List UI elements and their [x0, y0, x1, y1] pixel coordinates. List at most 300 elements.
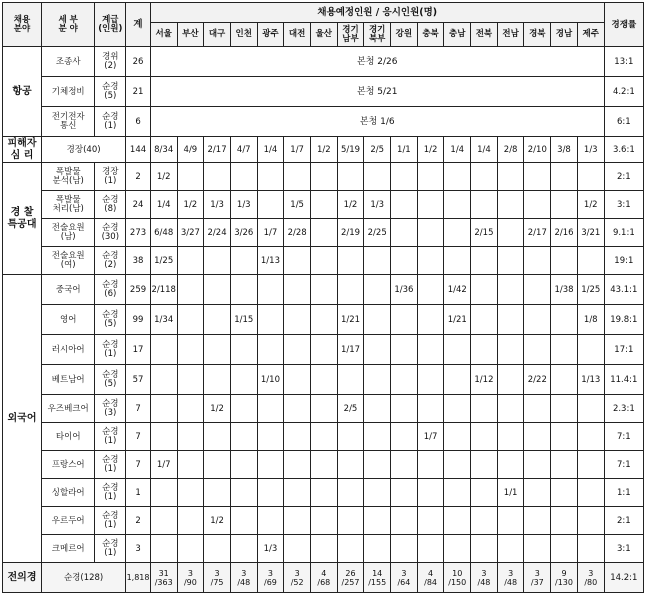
region-cell [177, 163, 204, 191]
header-rank: 계급 (인원) [95, 3, 126, 47]
region-cell [471, 335, 498, 365]
region-cell: 3 /48 [497, 563, 524, 593]
region-cell: 1/36 [391, 275, 418, 305]
region-cell [310, 535, 337, 563]
region-cell: 4/7 [230, 137, 257, 163]
region-cell [524, 423, 551, 451]
region-cell [150, 507, 177, 535]
region-cell: 1/4 [444, 137, 471, 163]
region-cell [524, 305, 551, 335]
region-cell [284, 479, 311, 507]
region-cell [497, 395, 524, 423]
region-cell: 3 /37 [524, 563, 551, 593]
total-cell: 1 [126, 479, 151, 507]
rank-cell: 순경 (1) [95, 335, 126, 365]
total-cell: 99 [126, 305, 151, 335]
total-cell: 57 [126, 365, 151, 395]
region-cell [497, 275, 524, 305]
ratio-cell: 3.6:1 [604, 137, 643, 163]
subfield-cell: 순경(128) [42, 563, 126, 593]
region-cell [337, 365, 364, 395]
subfield-cell: 조종사 [42, 47, 95, 77]
region-cell: 31 /363 [150, 563, 177, 593]
region-cell [551, 247, 578, 275]
region-cell [177, 479, 204, 507]
region-cell: 3 /75 [204, 563, 231, 593]
region-cell [471, 191, 498, 219]
region-cell [150, 535, 177, 563]
region-cell [444, 535, 471, 563]
region-cell [284, 275, 311, 305]
subfield-cell: 우즈베크어 [42, 395, 95, 423]
region-cell [150, 365, 177, 395]
region-cell [257, 163, 284, 191]
region-cell: 2/8 [497, 137, 524, 163]
region-cell [391, 219, 418, 247]
header-region: 대구 [204, 23, 231, 47]
region-cell: 1/3 [257, 535, 284, 563]
region-cell [471, 163, 498, 191]
ratio-cell: 2:1 [604, 507, 643, 535]
region-cell: 2/28 [284, 219, 311, 247]
region-cell: 14 /155 [364, 563, 391, 593]
header-region: 충남 [444, 23, 471, 47]
region-cell [310, 335, 337, 365]
rank-cell: 순경 (1) [95, 507, 126, 535]
rank-cell: 순경 (8) [95, 191, 126, 219]
subfield-cell: 타이어 [42, 423, 95, 451]
region-cell [310, 305, 337, 335]
rank-cell: 순경 (5) [95, 365, 126, 395]
total-cell: 2 [126, 507, 151, 535]
region-cell [577, 507, 604, 535]
region-cell [310, 479, 337, 507]
region-cell [337, 247, 364, 275]
ratio-cell: 17:1 [604, 335, 643, 365]
subfield-cell: 우르두어 [42, 507, 95, 535]
region-cell [337, 451, 364, 479]
table-row [3, 395, 644, 423]
region-cell [551, 423, 578, 451]
region-cell: 1/42 [444, 275, 471, 305]
region-cell: 1/13 [257, 247, 284, 275]
region-cell [204, 535, 231, 563]
region-cell: 1/2 [204, 507, 231, 535]
region-cell [444, 365, 471, 395]
header-span-title: 채용예정인원 / 응시인원(명) [150, 3, 604, 23]
header-region: 강원 [391, 23, 418, 47]
region-cell [391, 191, 418, 219]
region-cell: 2/5 [337, 395, 364, 423]
ratio-cell: 19.8:1 [604, 305, 643, 335]
total-cell: 7 [126, 423, 151, 451]
region-cell [310, 219, 337, 247]
region-cell: 1/21 [444, 305, 471, 335]
region-cell: 1/3 [230, 191, 257, 219]
region-cell [417, 191, 444, 219]
region-cell [284, 365, 311, 395]
region-cell [471, 507, 498, 535]
region-cell [391, 365, 418, 395]
table-row [3, 423, 644, 451]
region-cell [577, 247, 604, 275]
region-cell: 26 /257 [337, 563, 364, 593]
region-cell: 1/7 [284, 137, 311, 163]
subfield-cell: 기체정비 [42, 77, 95, 107]
region-cell [391, 507, 418, 535]
group-aviation: 항공 [3, 47, 42, 137]
region-cell [471, 451, 498, 479]
group-special: 경 찰 특공대 [3, 163, 42, 275]
region-cell: 1/1 [391, 137, 418, 163]
header-region: 경기 남부 [337, 23, 364, 47]
region-cell: 1/17 [337, 335, 364, 365]
region-cell [444, 191, 471, 219]
region-cell [364, 423, 391, 451]
region-cell: 2/25 [364, 219, 391, 247]
region-cell [204, 479, 231, 507]
region-cell: 4 /68 [310, 563, 337, 593]
table-row [3, 219, 644, 247]
region-cell [577, 479, 604, 507]
region-cell [257, 451, 284, 479]
region-cell [417, 479, 444, 507]
region-cell [364, 305, 391, 335]
region-cell [471, 535, 498, 563]
header-region: 제주 [577, 23, 604, 47]
region-cell [577, 451, 604, 479]
region-cell [577, 163, 604, 191]
region-cell: 2/10 [524, 137, 551, 163]
header-region: 경북 [524, 23, 551, 47]
group-total: 전의경 [3, 563, 42, 593]
region-cell [417, 395, 444, 423]
region-cell [177, 507, 204, 535]
total-cell: 38 [126, 247, 151, 275]
region-cell [497, 535, 524, 563]
subfield-cell: 전술요원 (남) [42, 219, 95, 247]
region-cell [230, 507, 257, 535]
region-cell [391, 479, 418, 507]
region-cell: 1/34 [150, 305, 177, 335]
region-cell [497, 191, 524, 219]
region-cell [391, 335, 418, 365]
region-cell [444, 451, 471, 479]
table-row [3, 335, 644, 365]
total-cell: 7 [126, 451, 151, 479]
region-cell: 1/2 [310, 137, 337, 163]
subfield-cell: 전술요원 (여) [42, 247, 95, 275]
region-cell [497, 247, 524, 275]
region-cell [577, 535, 604, 563]
region-cell [230, 395, 257, 423]
total-cell: 3 [126, 535, 151, 563]
region-cell: 1/4 [257, 137, 284, 163]
region-cell: 6/48 [150, 219, 177, 247]
region-cell [577, 423, 604, 451]
region-cell [391, 423, 418, 451]
region-cell: 2/16 [551, 219, 578, 247]
region-cell [444, 479, 471, 507]
header-region: 서울 [150, 23, 177, 47]
subfield-cell: 영어 [42, 305, 95, 335]
region-cell: 1/25 [577, 275, 604, 305]
region-cell: 1/2 [337, 191, 364, 219]
region-cell [230, 423, 257, 451]
table-row [3, 137, 644, 163]
region-cell [337, 163, 364, 191]
region-cell [257, 335, 284, 365]
region-cell [471, 395, 498, 423]
total-cell: 26 [126, 47, 151, 77]
region-cell [284, 535, 311, 563]
region-cell [497, 423, 524, 451]
subfield-cell: 베트남어 [42, 365, 95, 395]
recruitment-table [2, 2, 644, 593]
region-cell: 1/4 [471, 137, 498, 163]
region-cell [310, 163, 337, 191]
region-cell [204, 305, 231, 335]
region-cell [471, 305, 498, 335]
ratio-cell: 1:1 [604, 479, 643, 507]
region-cell: 3 /48 [471, 563, 498, 593]
region-cell [337, 275, 364, 305]
total-cell: 1,818 [126, 563, 151, 593]
region-cell [310, 451, 337, 479]
ratio-cell: 7:1 [604, 423, 643, 451]
region-cell [391, 247, 418, 275]
region-cell: 8/34 [150, 137, 177, 163]
ratio-cell: 6:1 [604, 107, 643, 137]
ratio-cell: 13:1 [604, 47, 643, 77]
region-cell: 3/8 [551, 137, 578, 163]
region-cell [524, 191, 551, 219]
region-cell: 1/7 [257, 219, 284, 247]
region-cell: 10 /150 [444, 563, 471, 593]
region-cell: 1/1 [497, 479, 524, 507]
region-cell: 4 /84 [417, 563, 444, 593]
header-region: 경남 [551, 23, 578, 47]
rank-cell: 순경 (5) [95, 77, 126, 107]
total-cell: 144 [126, 137, 151, 163]
region-cell [444, 247, 471, 275]
header-subfield: 세 부 분 야 [42, 3, 95, 47]
region-cell: 2/5 [364, 137, 391, 163]
region-cell [497, 305, 524, 335]
region-cell [177, 365, 204, 395]
region-cell [177, 423, 204, 451]
region-cell [417, 507, 444, 535]
rank-cell: 순경 (1) [95, 479, 126, 507]
region-cell [204, 335, 231, 365]
table-row [3, 191, 644, 219]
rank-cell: 순경 (1) [95, 423, 126, 451]
region-cell [524, 451, 551, 479]
region-cell [444, 335, 471, 365]
region-cell: 3/27 [177, 219, 204, 247]
region-cell: 2/15 [471, 219, 498, 247]
region-cell [577, 395, 604, 423]
region-cell [177, 275, 204, 305]
region-cell [497, 507, 524, 535]
total-cell: 24 [126, 191, 151, 219]
total-cell: 6 [126, 107, 151, 137]
rank-cell: 순경 (2) [95, 247, 126, 275]
ratio-cell: 2.3:1 [604, 395, 643, 423]
region-cell [524, 247, 551, 275]
region-cell [284, 335, 311, 365]
region-cell [310, 395, 337, 423]
region-cell [444, 423, 471, 451]
table-row [3, 535, 644, 563]
region-cell [310, 191, 337, 219]
ratio-cell: 43.1:1 [604, 275, 643, 305]
ratio-cell: 7:1 [604, 451, 643, 479]
region-cell [551, 535, 578, 563]
table-row [3, 507, 644, 535]
rank-cell: 순경 (1) [95, 107, 126, 137]
region-cell [497, 365, 524, 395]
rank-cell: 순경 (30) [95, 219, 126, 247]
region-cell [497, 163, 524, 191]
region-cell [310, 247, 337, 275]
region-cell [310, 423, 337, 451]
region-cell: 1/3 [204, 191, 231, 219]
region-cell [337, 479, 364, 507]
region-cell: 2/17 [524, 219, 551, 247]
region-cell [417, 451, 444, 479]
table-row [3, 247, 644, 275]
region-cell [471, 275, 498, 305]
region-cell [177, 451, 204, 479]
region-cell: 1/3 [364, 191, 391, 219]
region-cell [551, 451, 578, 479]
region-cell [524, 479, 551, 507]
region-cell: 3 /48 [230, 563, 257, 593]
header-region: 전남 [497, 23, 524, 47]
region-cell [444, 163, 471, 191]
region-cell [471, 247, 498, 275]
table-row [3, 77, 644, 107]
group-victim: 피해자 심 리 [3, 137, 42, 163]
header-field: 채용 분야 [3, 3, 42, 47]
region-cell: 3/21 [577, 219, 604, 247]
region-cell [364, 163, 391, 191]
region-cell [497, 451, 524, 479]
region-cell [310, 507, 337, 535]
region-cell [364, 535, 391, 563]
region-cell [391, 163, 418, 191]
header-region: 광주 [257, 23, 284, 47]
total-cell: 2 [126, 163, 151, 191]
region-cell: 3 /69 [257, 563, 284, 593]
region-cell: 5/19 [337, 137, 364, 163]
region-cell [551, 163, 578, 191]
header-ratio: 경쟁률 [604, 3, 643, 47]
region-cell [284, 423, 311, 451]
region-cell [417, 163, 444, 191]
rank-cell: 순경 (3) [95, 395, 126, 423]
table-row [3, 107, 644, 137]
region-cell [177, 305, 204, 335]
region-cell: 1/38 [551, 275, 578, 305]
hq-span-cell: 본청 1/6 [150, 107, 604, 137]
region-cell: 1/21 [337, 305, 364, 335]
region-cell: 1/7 [150, 451, 177, 479]
region-cell: 1/25 [150, 247, 177, 275]
rank-cell: 경위 (2) [95, 47, 126, 77]
region-cell [284, 395, 311, 423]
group-foreign: 외국어 [3, 275, 42, 563]
total-cell: 21 [126, 77, 151, 107]
region-cell: 1/4 [150, 191, 177, 219]
subfield-cell: 폭발물 분석(남) [42, 163, 95, 191]
region-cell [257, 479, 284, 507]
region-cell: 1/15 [230, 305, 257, 335]
region-cell [204, 163, 231, 191]
header-total: 계 [126, 3, 151, 47]
region-cell [524, 395, 551, 423]
region-cell: 2/22 [524, 365, 551, 395]
region-cell [230, 479, 257, 507]
region-cell [417, 335, 444, 365]
region-cell [204, 365, 231, 395]
region-cell [391, 535, 418, 563]
region-cell [364, 247, 391, 275]
header-region: 대전 [284, 23, 311, 47]
rank-cell: 순경 (1) [95, 451, 126, 479]
total-cell: 273 [126, 219, 151, 247]
region-cell [177, 395, 204, 423]
table-row [3, 47, 644, 77]
region-cell: 2/118 [150, 275, 177, 305]
region-cell: 3 /90 [177, 563, 204, 593]
region-cell [337, 423, 364, 451]
region-cell [364, 335, 391, 365]
region-cell: 4/9 [177, 137, 204, 163]
region-cell: 9 /130 [551, 563, 578, 593]
region-cell [497, 219, 524, 247]
region-cell [551, 365, 578, 395]
region-cell [257, 507, 284, 535]
region-cell [391, 395, 418, 423]
region-cell [230, 535, 257, 563]
region-cell [364, 395, 391, 423]
ratio-cell: 14.2:1 [604, 563, 643, 593]
header-region: 전북 [471, 23, 498, 47]
region-cell [364, 275, 391, 305]
region-cell [551, 191, 578, 219]
region-cell [444, 507, 471, 535]
subfield-cell: 크메르어 [42, 535, 95, 563]
region-cell: 1/7 [417, 423, 444, 451]
region-cell [497, 335, 524, 365]
region-cell [284, 451, 311, 479]
region-cell: 1/13 [577, 365, 604, 395]
region-cell [177, 535, 204, 563]
region-cell: 1/3 [577, 137, 604, 163]
region-cell [257, 395, 284, 423]
region-cell: 1/8 [577, 305, 604, 335]
region-cell: 3 /64 [391, 563, 418, 593]
region-cell [551, 395, 578, 423]
table-row [3, 563, 644, 593]
region-cell: 1/12 [471, 365, 498, 395]
subfield-cell: 프랑스어 [42, 451, 95, 479]
region-cell [417, 365, 444, 395]
region-cell [284, 247, 311, 275]
region-cell [524, 335, 551, 365]
